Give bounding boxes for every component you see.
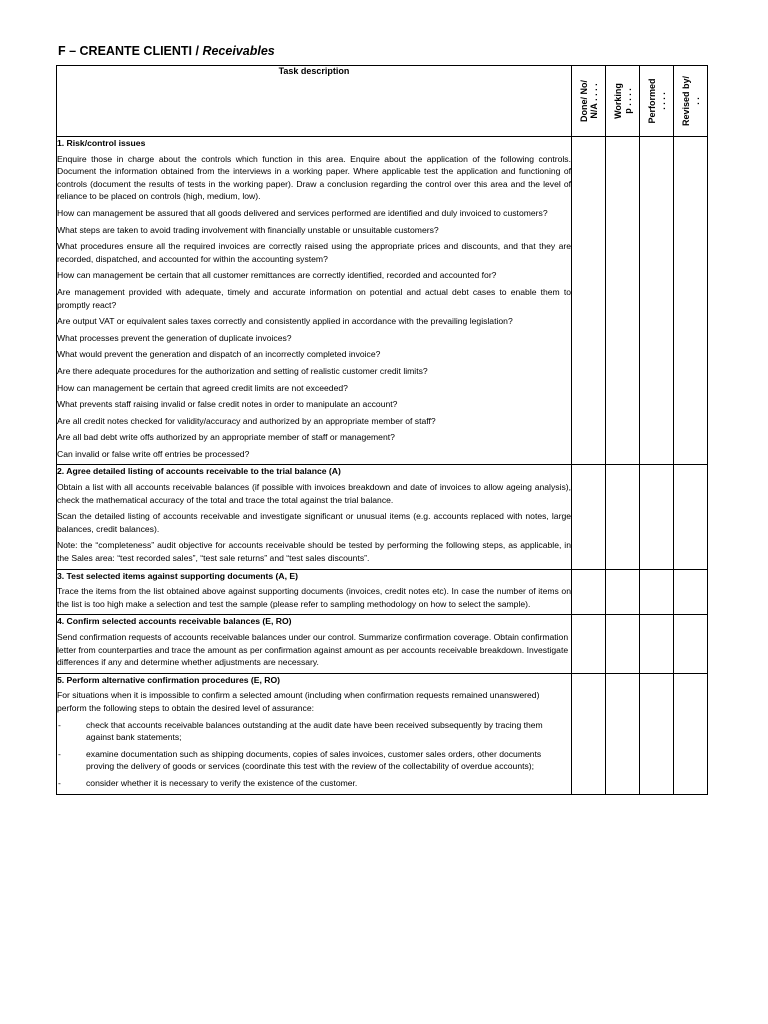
performed-by-cell[interactable] <box>640 615 674 673</box>
section-description <box>57 465 572 569</box>
task-item: Send confirmation requests of accounts receivable balances under our control. Summarize confirmation coverage. Obtain confirmation letter from counterparties and trace the amount as per confirmation against amount as per accounts receivable breakdown. Investigate differences if any and determine whether adjustments are necessary. <box>57 632 569 668</box>
task-item: Are management provided with adequate, timely and accurate information on potential and actual debt cases to enable them to promptly react? <box>57 286 571 310</box>
task-item: Can invalid or false write off entries be processed? <box>57 448 250 459</box>
task-item: What would prevent the generation and dispatch of an incorrectly completed invoice? <box>57 349 381 360</box>
task-item: Are output VAT or equivalent sales taxes correctly and consistently applied in accordance with the prevailing legislation? <box>57 316 513 327</box>
performed-column-header <box>640 66 674 137</box>
task-item: What processes prevent the generation of duplicate invoices? <box>57 332 292 343</box>
task-description-header <box>57 66 572 137</box>
task-item: What steps are taken to avoid trading involvement with financially unstable or unsuitable customers? <box>57 224 439 235</box>
revised-column-label-cut: . . <box>690 97 701 105</box>
done-column-header <box>572 66 606 137</box>
section-row <box>57 569 708 615</box>
revised-by-cell[interactable] <box>674 569 708 615</box>
revised-by-cell[interactable] <box>674 673 708 794</box>
title-main: F – CREANTE CLIENTI / <box>58 44 203 58</box>
done-cell[interactable] <box>572 137 606 465</box>
task-item: What procedures ensure all the required invoices are correctly raised using the appropriate prices and discounts, and that they are recorded, dispatched, and accounted for within the accounting system? <box>57 241 571 264</box>
revised-by-cell[interactable] <box>674 465 708 569</box>
working-column-text <box>613 83 633 119</box>
working-column-label-cut: p . . . . <box>622 88 633 114</box>
performed-column-label-cut: . . . . <box>656 92 667 110</box>
working-paper-cell[interactable] <box>606 615 640 673</box>
bullet-text: check that accounts receivable balances outstanding at the audit date have been received subsequently by tracing them against bank statements; <box>86 719 543 743</box>
task-item: Are all bad debt write offs authorized by an appropriate member of staff or management? <box>57 432 395 443</box>
section-title: 2. Agree detailed listing of accounts receivable to the trial balance (A) <box>57 466 341 477</box>
section-row <box>57 615 708 673</box>
task-item: Are there adequate procedures for the authorization and setting of realistic customer credit limits? <box>57 365 428 376</box>
task-item: How can management be assured that all goods delivered and services performed are identified and duly invoiced to customers? <box>57 207 548 218</box>
revised-by-cell[interactable] <box>674 615 708 673</box>
bullet-item <box>57 719 571 744</box>
working-paper-cell[interactable] <box>606 673 640 794</box>
working-paper-cell[interactable] <box>606 137 640 465</box>
task-item: Are all credit notes checked for validity/accuracy and authorized by an appropriate member of staff? <box>57 415 436 426</box>
bullet-item <box>57 777 571 790</box>
task-item: For situations when it is impossible to confirm a selected amount (including when confirmation requests remained unanswered) perform the following steps to obtain the desired level of assurance: <box>57 690 540 713</box>
task-item: Note: the “completeness” audit objective for accounts receivable should be tested by performing the following steps, as applicable, in the Sales area: “test recorded sales”, “test sale returns” and “test sales discounts”. <box>57 540 571 564</box>
done-cell[interactable] <box>572 465 606 569</box>
done-cell[interactable] <box>572 615 606 673</box>
revised-by-cell[interactable] <box>674 137 708 465</box>
task-table <box>56 65 708 795</box>
revised-column-header <box>674 66 708 137</box>
title-italic: Receivables <box>202 44 275 58</box>
section-description <box>57 569 572 615</box>
task-item: Scan the detailed listing of accounts receivable and investigate significant or unusual items (e.g. accounts replaced with notes, large balances, credit balances). <box>57 511 571 534</box>
bullet-item <box>57 748 571 773</box>
task-item: Enquire those in charge about the controls which function in this area. Enquire about the application of the following controls. Document the information obtained from the interviews in a working paper. Where applicable test the application and functioning of controls (document the results of tests in the working paper). Draw a conclusion regarding the control over this area and the level of reliance to be placed on controls (high, medium, low). <box>57 153 571 202</box>
done-cell[interactable] <box>572 569 606 615</box>
done-column-label-cut: N/A . . . . <box>588 83 599 119</box>
section-title: 1. Risk/control issues <box>57 138 146 148</box>
done-column-label: Done/ No/ <box>578 80 589 122</box>
working-column-header <box>606 66 640 137</box>
page-title <box>58 44 275 58</box>
task-item: What prevents staff raising invalid or false credit notes in order to manipulate an account? <box>57 399 398 410</box>
bullet-dash: - <box>58 719 61 730</box>
performed-by-cell[interactable] <box>640 673 674 794</box>
bullet-dash: - <box>58 777 61 788</box>
performed-column-text <box>647 78 667 123</box>
section-description <box>57 615 572 673</box>
bullet-dash: - <box>58 748 61 759</box>
bullet-text: consider whether it is necessary to verify the existence of the customer. <box>86 777 358 788</box>
performed-column-label: Performed <box>646 78 657 124</box>
working-paper-cell[interactable] <box>606 465 640 569</box>
section-row <box>57 673 708 794</box>
performed-by-cell[interactable] <box>640 465 674 569</box>
task-description-label: Task description <box>278 66 350 76</box>
section-row <box>57 137 708 465</box>
bullet-text: examine documentation such as shipping documents, copies of sales invoices, customer sales orders, other documents proving the delivery of goods or services (coordinate this test with the review of the collectability of overdue accounts); <box>86 748 542 772</box>
revised-column-text <box>681 76 701 126</box>
header-row <box>57 66 708 137</box>
done-column-text <box>579 80 599 122</box>
revised-column-label: Revised by/ <box>680 75 691 127</box>
task-item: How can management be certain that all customer remittances are correctly identified, recorded and accounted for? <box>57 270 497 281</box>
task-item: How can management be certain that agreed credit limits are not exceeded? <box>57 382 348 393</box>
section-row <box>57 465 708 569</box>
performed-by-cell[interactable] <box>640 569 674 615</box>
working-paper-cell[interactable] <box>606 569 640 615</box>
task-item: Trace the items from the list obtained above against supporting documents (invoices, credit notes etc). In case the number of items on the list is too high make a selection and test the sample (please refer to sampling methodology on how to select the sample). <box>57 586 571 609</box>
section-description <box>57 137 572 465</box>
working-column-label: Working <box>612 83 623 119</box>
section-title: 4. Confirm selected accounts receivable balances (E, RO) <box>57 616 292 627</box>
performed-by-cell[interactable] <box>640 137 674 465</box>
section-title: 5. Perform alternative confirmation procedures (E, RO) <box>57 674 281 685</box>
section-description <box>57 673 572 794</box>
section-title: 3. Test selected items against supporting documents (A, E) <box>57 570 298 581</box>
task-item: Obtain a list with all accounts receivable balances (if possible with invoices breakdown and date of invoices to allow ageing analysis), check the mathematical accuracy of the total and trace the total against the trial balance. <box>57 482 571 505</box>
done-cell[interactable] <box>572 673 606 794</box>
